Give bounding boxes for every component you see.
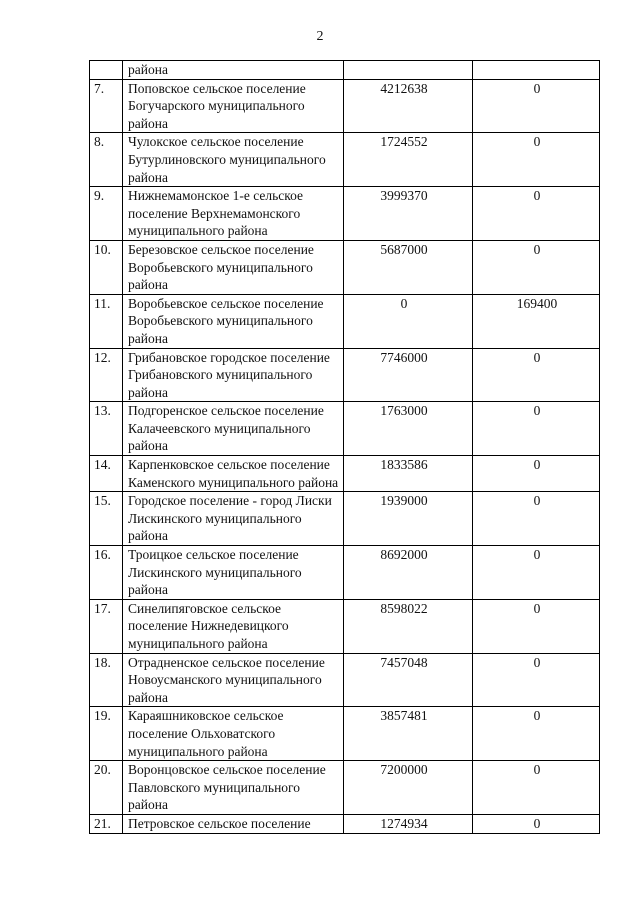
amount-1-value: 1833586 bbox=[380, 457, 428, 473]
amount-1-value: 5687000 bbox=[380, 241, 428, 257]
row-number-cell: 16. bbox=[90, 546, 123, 600]
amount-2-cell bbox=[473, 294, 600, 348]
settlement-name-cell: Поповское сельское поселение Богучарского муниципального района bbox=[123, 79, 344, 133]
settlement-name-cell: района bbox=[123, 61, 344, 80]
settlement-name-cell: Петровское сельское поселение bbox=[123, 814, 344, 833]
amount-2-cell bbox=[473, 187, 600, 241]
row-number-cell: 11. bbox=[90, 294, 123, 348]
amount-1-value: 1274934 bbox=[380, 815, 428, 831]
row-number-cell: 13. bbox=[90, 402, 123, 456]
page-number: 2 bbox=[316, 29, 324, 44]
amount-2-value: 0 bbox=[533, 241, 541, 257]
amount-2-value: 0 bbox=[533, 600, 541, 616]
table-row bbox=[90, 492, 600, 546]
row-number-cell: 20. bbox=[90, 761, 123, 815]
settlement-name-cell: Карпенковское сельское поселение Каменского муниципального района bbox=[123, 456, 344, 492]
table-row bbox=[90, 707, 600, 761]
table-body bbox=[90, 61, 600, 834]
amount-1-value: 3999370 bbox=[380, 188, 428, 204]
amount-1-value: 3857481 bbox=[380, 708, 428, 724]
table-row bbox=[90, 599, 600, 653]
settlement-name-cell: Березовское сельское поселение Воробьевского муниципального района bbox=[123, 240, 344, 294]
row-number-cell: 15. bbox=[90, 492, 123, 546]
row-number-cell: 9. bbox=[90, 187, 123, 241]
amount-2-cell bbox=[473, 707, 600, 761]
table-row bbox=[90, 133, 600, 187]
amount-2-cell bbox=[473, 546, 600, 600]
subsidy-table bbox=[89, 60, 600, 834]
amount-1-cell bbox=[344, 761, 473, 815]
amount-2-value: 169400 bbox=[516, 295, 558, 311]
amount-2-value: 0 bbox=[533, 457, 541, 473]
table-row bbox=[90, 79, 600, 133]
row-number-cell bbox=[90, 61, 123, 80]
table-row bbox=[90, 814, 600, 833]
amount-1-value: 7746000 bbox=[380, 349, 428, 365]
amount-1-value: 7200000 bbox=[380, 762, 428, 778]
amount-1-cell bbox=[344, 653, 473, 707]
amount-2-value: 0 bbox=[533, 815, 541, 831]
amount-1-cell bbox=[344, 546, 473, 600]
amount-1-cell bbox=[344, 187, 473, 241]
settlement-name-cell: Отрадненское сельское поселение Новоусманского муниципального района bbox=[123, 653, 344, 707]
amount-1-value: 8598022 bbox=[380, 600, 428, 616]
amount-2-value: 0 bbox=[533, 188, 541, 204]
table-row bbox=[90, 240, 600, 294]
row-number-cell: 8. bbox=[90, 133, 123, 187]
amount-2-value: 0 bbox=[533, 403, 541, 419]
amount-2-cell bbox=[473, 456, 600, 492]
amount-2-cell bbox=[473, 492, 600, 546]
table-row bbox=[90, 348, 600, 402]
amount-1-cell bbox=[344, 240, 473, 294]
table-row bbox=[90, 653, 600, 707]
amount-1-cell bbox=[344, 456, 473, 492]
settlement-name-cell: Караяшниковское сельское поселение Ольховатского муниципального района bbox=[123, 707, 344, 761]
amount-1-value: 1763000 bbox=[380, 403, 428, 419]
table-row bbox=[90, 761, 600, 815]
settlement-name-cell: Воронцовское сельское поселение Павловского муниципального района bbox=[123, 761, 344, 815]
amount-2-value: 0 bbox=[533, 349, 541, 365]
amount-1-cell bbox=[344, 599, 473, 653]
amount-1-value: 4212638 bbox=[380, 80, 428, 96]
amount-1-cell bbox=[344, 707, 473, 761]
settlement-name-cell: Городское поселение - город Лиски Лискинского муниципального района bbox=[123, 492, 344, 546]
amount-1-cell bbox=[344, 814, 473, 833]
amount-2-cell bbox=[473, 240, 600, 294]
row-number-cell: 7. bbox=[90, 79, 123, 133]
row-number-cell: 14. bbox=[90, 456, 123, 492]
settlement-name-cell: Нижнемамонское 1-е сельское поселение Верхнемамонского муниципального района bbox=[123, 187, 344, 241]
amount-2-value: 0 bbox=[533, 547, 541, 563]
row-number-cell: 12. bbox=[90, 348, 123, 402]
amount-1-value: 1724552 bbox=[380, 134, 428, 150]
amount-1-cell bbox=[344, 61, 473, 80]
amount-1-cell bbox=[344, 133, 473, 187]
row-number-cell: 21. bbox=[90, 814, 123, 833]
amount-1-cell bbox=[344, 348, 473, 402]
amount-2-value: 0 bbox=[533, 80, 541, 96]
amount-2-cell bbox=[473, 653, 600, 707]
settlement-name-cell: Чулокское сельское поселение Бутурлиновского муниципального района bbox=[123, 133, 344, 187]
table-row bbox=[90, 402, 600, 456]
settlement-name-cell: Подгоренское сельское поселение Калачеевского муниципального района bbox=[123, 402, 344, 456]
settlement-name-cell: Грибановское городское поселение Грибановского муниципального района bbox=[123, 348, 344, 402]
amount-2-cell bbox=[473, 133, 600, 187]
amount-2-value: 0 bbox=[533, 654, 541, 670]
amount-2-cell bbox=[473, 402, 600, 456]
amount-2-value: 0 bbox=[533, 708, 541, 724]
row-number-cell: 17. bbox=[90, 599, 123, 653]
table-row bbox=[90, 294, 600, 348]
row-number-cell: 19. bbox=[90, 707, 123, 761]
table-row bbox=[90, 546, 600, 600]
amount-2-value: 0 bbox=[533, 762, 541, 778]
amount-2-value: 0 bbox=[533, 493, 541, 509]
amount-2-cell bbox=[473, 348, 600, 402]
settlement-name-cell: Синелипяговское сельское поселение Нижнедевицкого муниципального района bbox=[123, 599, 344, 653]
settlement-name-cell: Троицкое сельское поселение Лискинского муниципального района bbox=[123, 546, 344, 600]
amount-1-value: 0 bbox=[400, 295, 408, 311]
amount-2-value: 0 bbox=[533, 134, 541, 150]
amount-2-cell bbox=[473, 79, 600, 133]
amount-1-cell bbox=[344, 402, 473, 456]
table-row bbox=[90, 456, 600, 492]
amount-1-value: 1939000 bbox=[380, 493, 428, 509]
amount-2-cell bbox=[473, 761, 600, 815]
amount-1-cell bbox=[344, 79, 473, 133]
amount-1-value: 8692000 bbox=[380, 547, 428, 563]
amount-1-cell bbox=[344, 294, 473, 348]
continuation-row bbox=[90, 61, 600, 80]
amount-2-cell bbox=[473, 599, 600, 653]
row-number-cell: 18. bbox=[90, 653, 123, 707]
amount-1-cell bbox=[344, 492, 473, 546]
row-number-cell: 10. bbox=[90, 240, 123, 294]
table-row bbox=[90, 187, 600, 241]
settlement-name-cell: Воробьевское сельское поселение Воробьевского муниципального района bbox=[123, 294, 344, 348]
amount-2-cell bbox=[473, 61, 600, 80]
amount-2-cell bbox=[473, 814, 600, 833]
amount-1-value: 7457048 bbox=[380, 654, 428, 670]
